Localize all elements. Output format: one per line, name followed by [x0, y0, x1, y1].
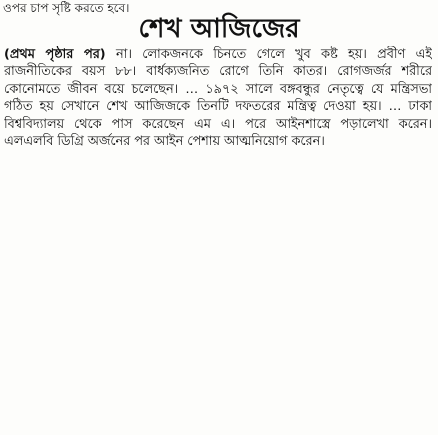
- article-body: [4, 46, 432, 432]
- headline: শেখ আজিজের: [138, 14, 300, 44]
- continuation-label: (প্রথম পৃষ্ঠার পর): [4, 47, 106, 62]
- article-paragraph: না। লোকজনকে চিনতে গেলে খুব কষ্ট হয়। প্রবীণ এই রাজনীতিকের বয়স ৮৮। বার্ধক্যজনিত রোগে তিনি কাতর। রোগজর্জর শরীরে কোনোমতে জীবন বয়ে চলেছেন। … ১৯৭২ সালে বঙ্গবন্ধুর নেতৃত্বে যে মন্ত্রিসভা গঠিত হয় সেখানে শেখ আজিজকে তিনটি দফতরের মন্ত্রিত্ব দেওয়া হয়। … ঢাকা বিশ্ববিদ্যালয় থেকে পাস করেছেন এম এ। পরে আইনশাস্ত্রে পড়ালেখা করেন। এলএলবি ডিগ্রি অর্জনের পর আইন পেশায় আত্মনিয়োগ করেন।: [4, 47, 432, 150]
- previous-column-end: ওপর চাপ সৃষ্টি করতে হবে।: [3, 1, 130, 15]
